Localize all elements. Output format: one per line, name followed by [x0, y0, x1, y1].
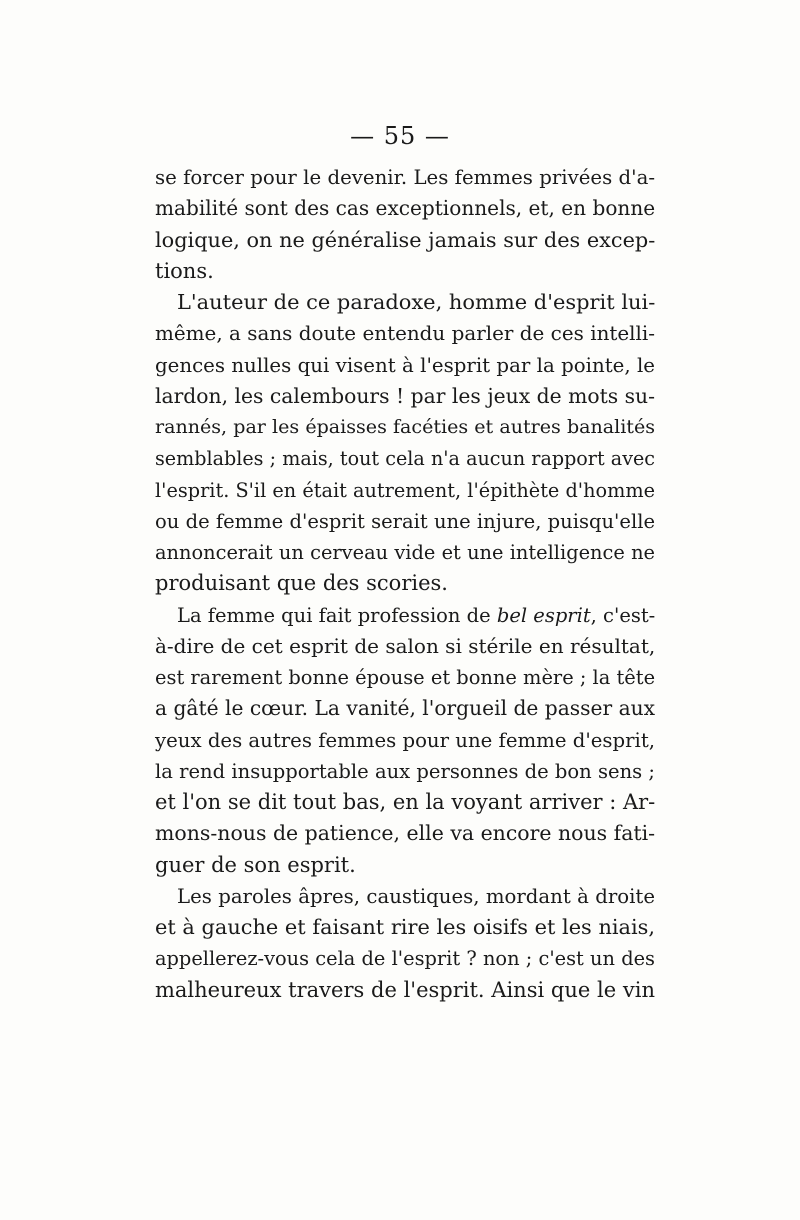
text-line: a gâté le cœur. La vanité, l'orgueil de passer aux	[155, 696, 656, 721]
text-line: guer de son esprit.	[155, 852, 356, 877]
text-line: Les paroles âpres, caustiques, mordant à droite	[177, 884, 655, 908]
text-line: mons-nous de patience, elle va encore nous fati-	[155, 821, 656, 846]
text-segment: La femme qui fait profession de	[177, 603, 497, 627]
text-line: ou de femme d'esprit serait une injure, puisqu'elle	[155, 509, 655, 533]
text-line: et l'on se dit tout bas, en la voyant arriver : Ar-	[155, 790, 656, 814]
text-line: appellerez-vous cela de l'esprit ? non ; c'est un des	[155, 947, 655, 971]
text-line: logique, on ne généralise jamais sur des excep-	[155, 227, 656, 252]
text-line: L'auteur de ce paradoxe, homme d'esprit lui-	[177, 290, 656, 314]
body-text	[155, 162, 655, 1006]
text-line: annoncerait un cerveau vide et une intelligence ne	[155, 541, 655, 564]
text-line: mabilité sont des cas exceptionnels, et, en bonne	[155, 196, 656, 221]
text-line: lardon, les calembours ! par les jeux de mots su-	[155, 383, 655, 408]
text-line: se forcer pour le devenir. Les femmes privées d'a-	[155, 166, 655, 189]
text-line: et à gauche et faisant rire les oisifs et les niais,	[155, 915, 655, 939]
text-line: tions.	[155, 258, 214, 283]
text-line: semblables ; mais, tout cela n'a aucun rapport avec	[155, 447, 655, 471]
text-line: malheureux travers de l'esprit. Ainsi que le vin	[155, 977, 655, 1002]
text-line	[155, 600, 655, 631]
text-line: même, a sans doute entendu parler de ces intelli-	[155, 322, 655, 346]
text-line: est rarement bonne épouse et bonne mère ; la tête	[155, 666, 656, 689]
text-line: produisant que des scories.	[155, 571, 448, 596]
text-line: l'esprit. S'il en était autrement, l'épithète d'homme	[155, 478, 656, 502]
italic-phrase: bel esprit	[496, 603, 591, 627]
page-number: — 55 —	[350, 122, 450, 150]
text-line: la rend insupportable aux personnes de bon sens ;	[155, 759, 655, 783]
text-line: à-dire de cet esprit de salon si stérile en résultat,	[155, 633, 656, 658]
text-line: yeux des autres femmes pour une femme d'esprit,	[155, 728, 655, 752]
text-line: gences nulles qui visent à l'esprit par la pointe, le	[155, 353, 655, 377]
text-line: rannés, par les épaisses facéties et autres banalités	[155, 416, 655, 438]
text-segment: , c'est-	[590, 603, 656, 627]
